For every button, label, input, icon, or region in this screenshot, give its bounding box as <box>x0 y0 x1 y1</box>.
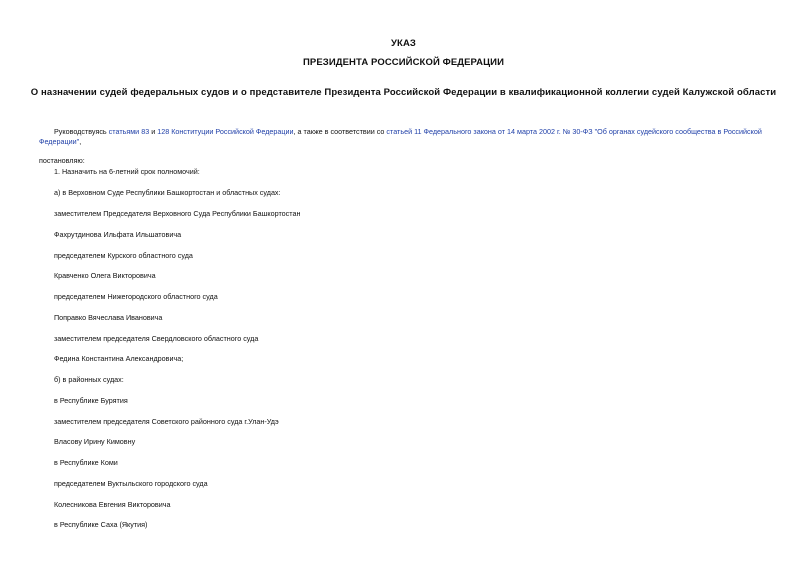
intro-text-2: и <box>149 127 158 136</box>
list-item: Колесникова Евгения Викторовича <box>54 500 171 509</box>
link-article-83[interactable]: статьями 83 <box>108 127 150 136</box>
intro-text-1: Руководствуясь <box>54 127 109 136</box>
link-federal-law-30fz[interactable]: статьей 11 Федерального закона от 14 марта 2002 г. № 30-ФЗ "Об органах судейского сообщества в Российской Федерации" <box>39 127 762 146</box>
link-constitution-128[interactable]: 128 Конституции Российской Федерации <box>157 127 294 136</box>
list-item: б) в районных судах: <box>54 375 124 384</box>
list-item: Поправко Вячеслава Ивановича <box>54 313 163 322</box>
list-item: в Республике Коми <box>54 458 118 467</box>
list-item: Фахрутдинова Ильфата Ильшатовича <box>54 230 182 239</box>
intro-paragraph <box>39 127 774 147</box>
list-item: Федина Константина Александровича; <box>54 354 184 363</box>
intro-text-4: , <box>79 137 82 146</box>
list-item: председателем Курского областного суда <box>54 251 193 260</box>
issuer-heading: ПРЕЗИДЕНТА РОССИЙСКОЙ ФЕДЕРАЦИИ <box>302 57 505 68</box>
list-item: а) в Верховном Суде Республики Башкортостан и областных судах: <box>54 188 281 197</box>
list-item: председателем Вуктыльского городского суда <box>54 479 208 488</box>
list-item: заместителем Председателя Верховного Суда Республики Башкортостан <box>54 209 301 218</box>
list-item: Кравченко Олега Викторовича <box>54 271 156 280</box>
document-title: О назначении судей федеральных судов и о представителе Президента Российской Федерации в квалификационной коллегии судей Калужской области <box>30 87 777 98</box>
list-item: заместителем председателя Советского районного суда г.Улан-Удэ <box>54 417 279 426</box>
decree-heading: УКАЗ <box>391 38 416 49</box>
decree-word: постановляю: <box>39 156 85 165</box>
list-item: председателем Нижегородского областного суда <box>54 292 218 301</box>
list-item: Власову Ирину Кимовну <box>54 437 136 446</box>
list-item: 1. Назначить на 6-летний срок полномочий: <box>54 167 200 176</box>
intro-text-3: , а также в соответствии со <box>293 127 387 136</box>
list-item: в Республике Саха (Якутия) <box>54 520 148 529</box>
list-item: в Республике Бурятия <box>54 396 128 405</box>
list-item: заместителем председателя Свердловского областного суда <box>54 334 259 343</box>
